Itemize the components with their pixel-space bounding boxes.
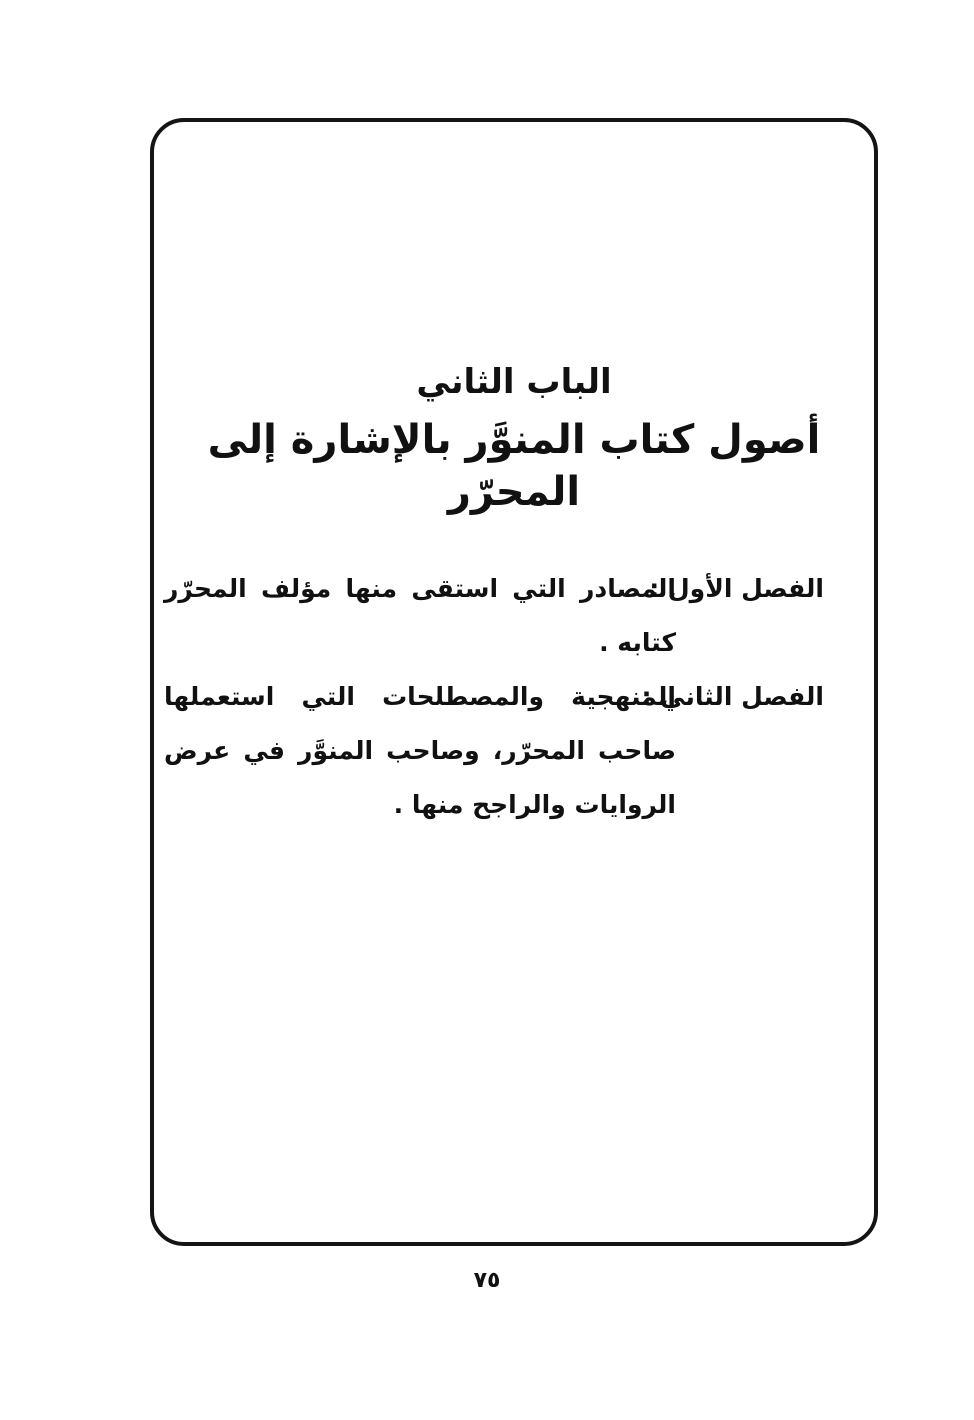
chapter-entry-2: [156, 670, 824, 832]
chapter-1-text: المصادر التي استقى منها مؤلف المحرّر كتابه .: [164, 574, 676, 657]
part-title: أصول كتاب المنوَّر بالإشارة إلى المحرّر: [207, 417, 821, 515]
part-label: الباب الثاني: [416, 362, 612, 402]
chapter-2-label: الفصل الثاني :: [641, 682, 824, 711]
chapter-entry-1: [156, 562, 824, 670]
chapter-1-label: الفصل الأول :: [649, 574, 824, 603]
page-number: ٧٥: [473, 1268, 501, 1293]
chapter-list: [156, 562, 824, 832]
chapter-2-text: المنهجية والمصطلحات التي استعملها صاحب المحرّر، وصاحب المنوَّر في عرض الروايات والراجح منها .: [164, 682, 676, 819]
